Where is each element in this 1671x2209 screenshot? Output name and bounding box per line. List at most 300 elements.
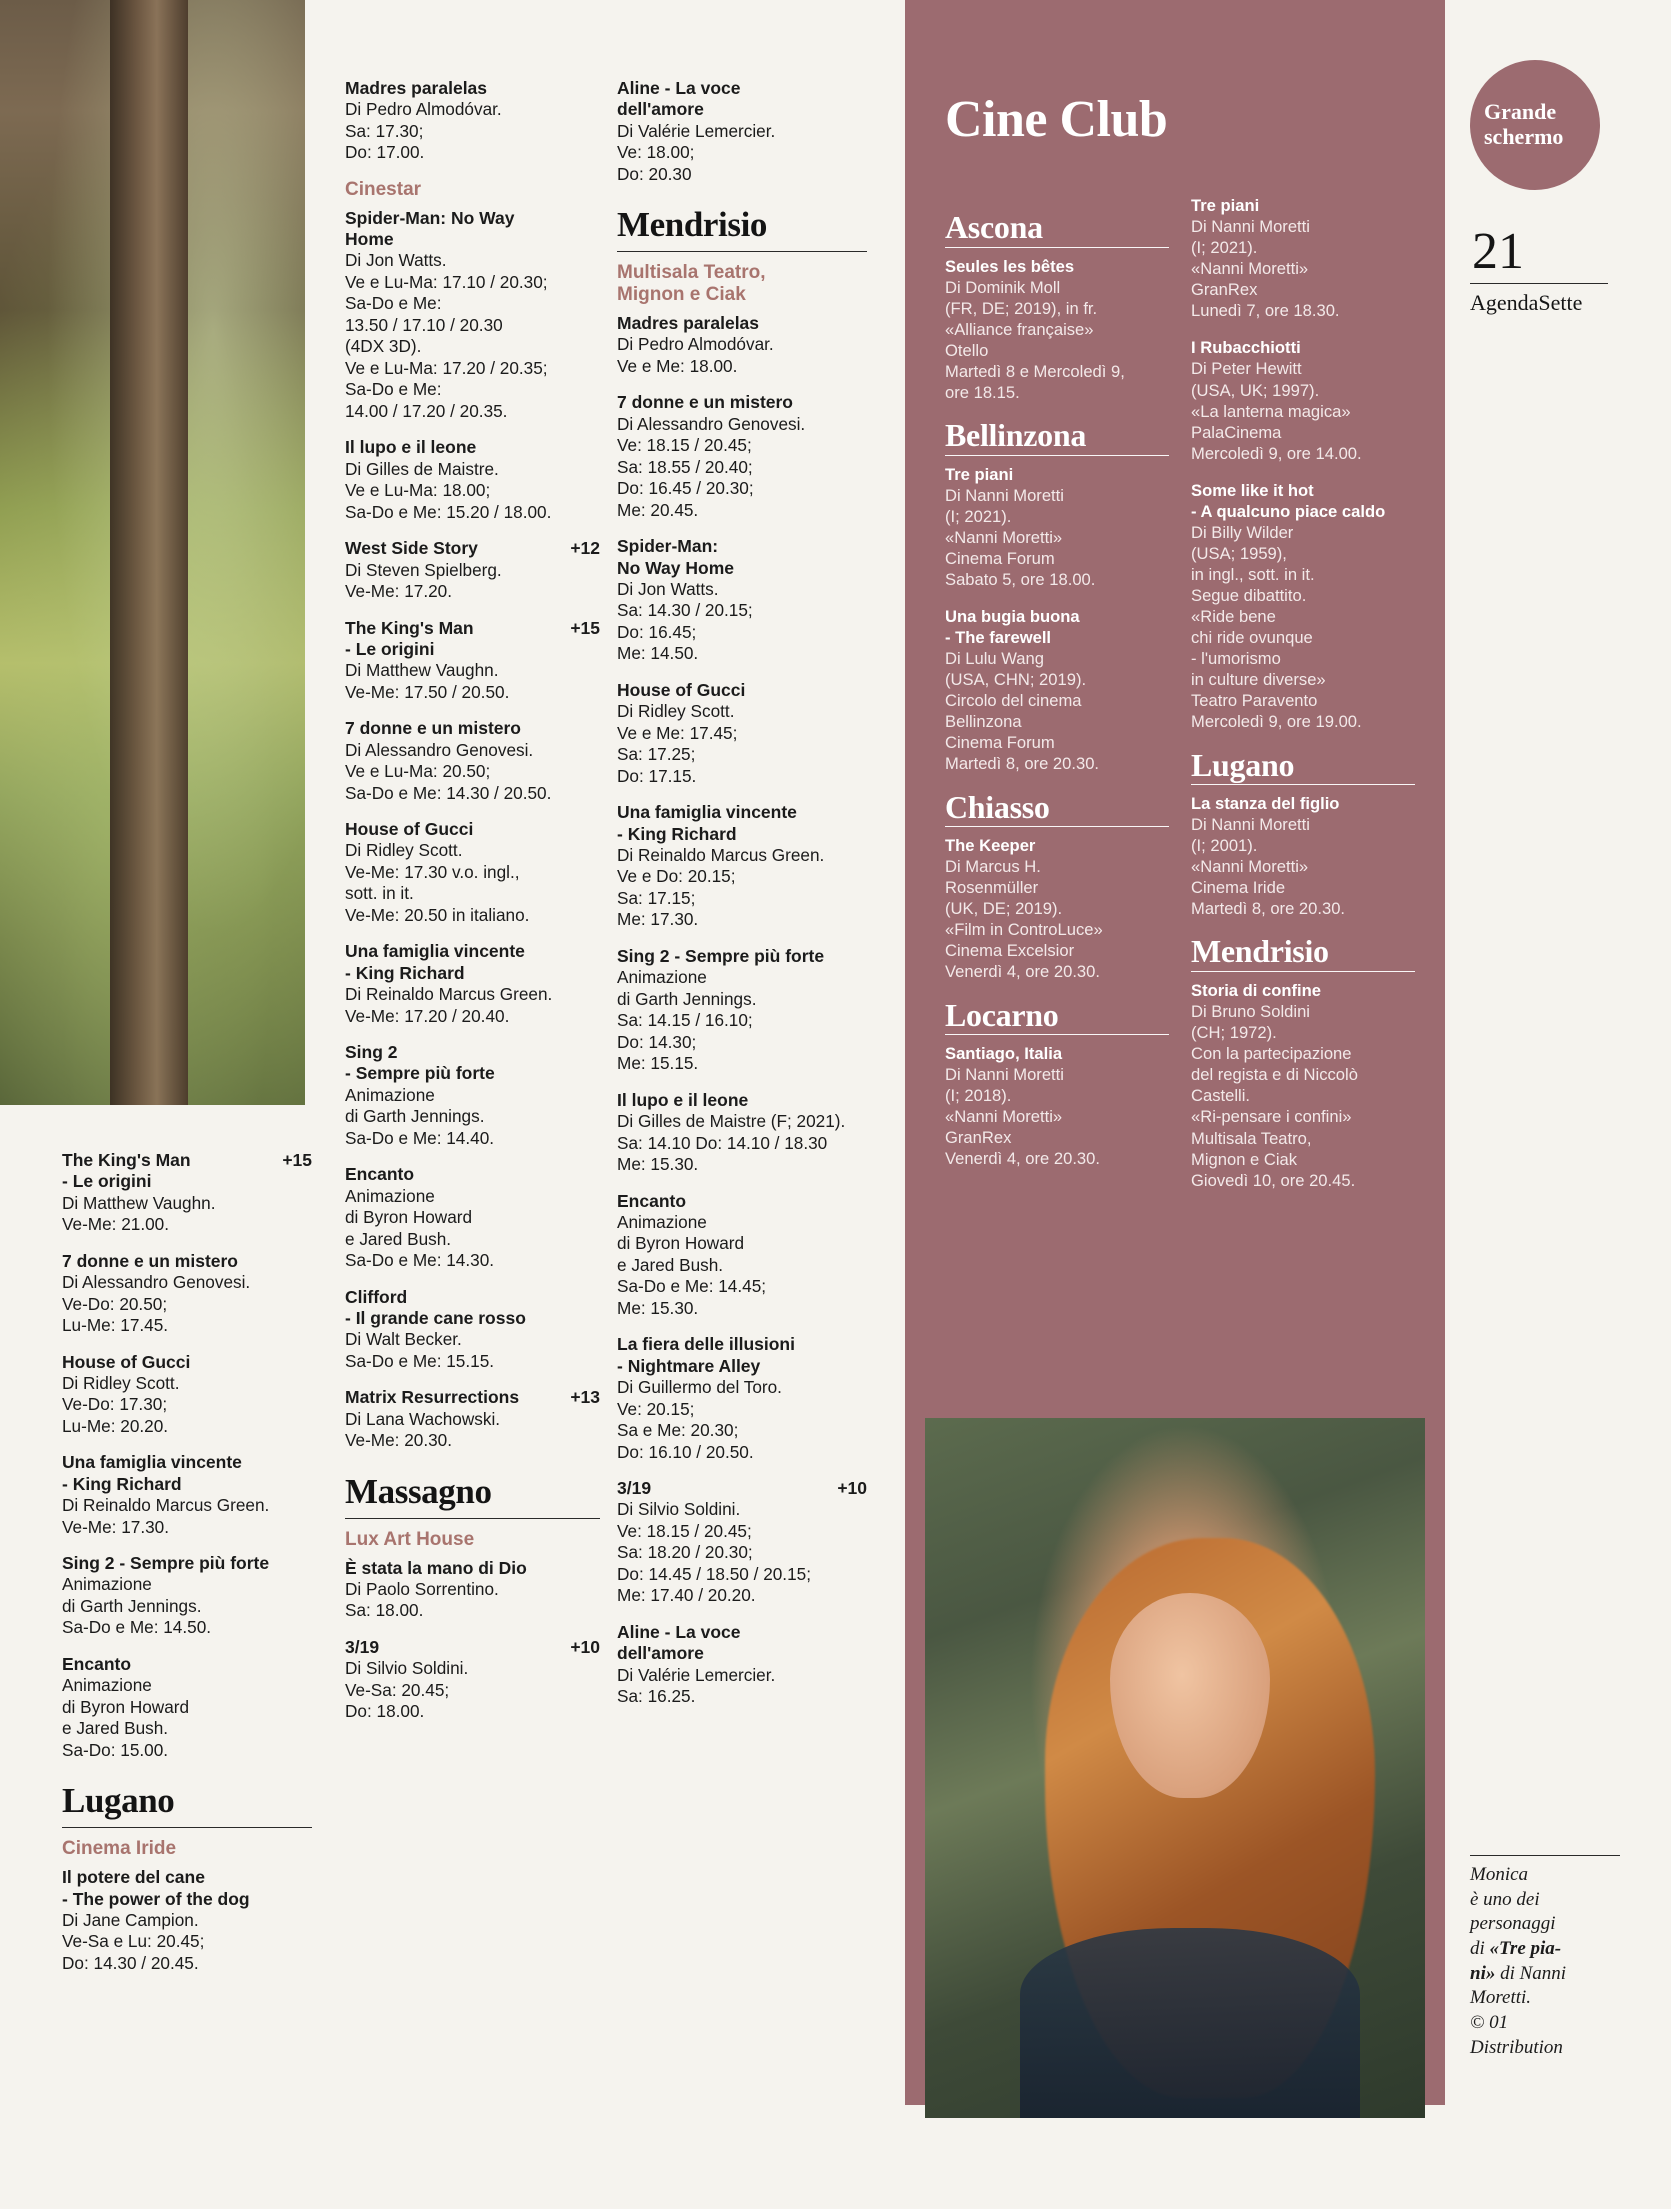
film-detail-line: Di Matthew Vaughn.	[62, 1192, 216, 1213]
film-title: Aline - La voce dell'amore	[617, 78, 741, 120]
film-title: The King's Man - Le origini +15	[345, 617, 600, 659]
cine-club-detail-line: Di Nanni Moretti	[1191, 815, 1310, 835]
film-title: Encanto	[345, 1164, 415, 1185]
film-detail-line: Di Ridley Scott.	[345, 840, 463, 861]
film-title: House of Gucci	[62, 1351, 191, 1372]
divider	[1470, 1855, 1620, 1856]
caption-line-3: personaggi	[1470, 1913, 1556, 1935]
cine-club-city-heading: Chiasso	[945, 788, 1050, 825]
venue-heading-lux-art-house: Lux Art House	[345, 1528, 475, 1550]
film-title: 7 donne e un mistero	[345, 718, 521, 739]
film-detail-line: Di Ridley Scott.	[617, 701, 735, 722]
film-detail-line: Sa e Me: 20.30;	[617, 1420, 739, 1441]
film-detail-line: Di Alessandro Genovesi.	[62, 1272, 251, 1293]
cine-club-film-title: Seules les bêtes	[945, 256, 1075, 276]
cine-club-detail-line: Cinema Excelsior	[945, 941, 1075, 961]
divider	[345, 1518, 600, 1519]
cine-club-detail-line: «Nanni Moretti»	[1191, 857, 1309, 877]
film-listing	[345, 1387, 600, 1451]
film-detail-line: Di Steven Spielberg.	[345, 559, 502, 580]
cine-club-detail-line: Martedì 8, ore 20.30.	[1191, 899, 1346, 919]
film-listing	[345, 819, 600, 926]
film-detail-line: Di Pedro Almodóvar.	[617, 334, 774, 355]
film-detail-line: Ve: 20.15;	[617, 1398, 695, 1419]
film-title: Spider-Man: No Way Home	[345, 207, 515, 250]
cine-club-detail-line: Bellinzona	[945, 712, 1022, 732]
film-detail-line: Di Reinaldo Marcus Green.	[62, 1495, 270, 1516]
film-detail-line: Ve e Lu-Ma: 18.00;	[345, 480, 491, 501]
caption-credit-1: © 01	[1470, 2012, 1509, 2034]
cine-club-detail-line: GranRex	[945, 1128, 1012, 1148]
cine-club-detail-line: Con la partecipazione	[1191, 1044, 1352, 1064]
film-detail-line: Ve-Me: 17.20.	[345, 581, 453, 602]
divider	[945, 247, 1169, 248]
cine-club-city-heading: Ascona	[945, 209, 1043, 245]
decorative-forest-photo	[0, 0, 305, 1105]
cine-club-film-title: Tre piani	[945, 464, 1014, 484]
film-detail-line: Sa: 14.10 Do: 14.10 / 18.30	[617, 1132, 828, 1153]
film-listing	[62, 1553, 312, 1639]
film-detail-line: Ve-Me: 17.30.	[62, 1516, 170, 1537]
cine-club-detail-line: «Nanni Moretti»	[945, 1107, 1063, 1127]
caption-line-2: è uno dei	[1470, 1888, 1540, 1910]
cine-club-detail-line: (I; 2021).	[945, 506, 1012, 526]
film-title: 7 donne e un mistero	[617, 392, 793, 413]
caption-film-title-part1: «Tre pia-	[1489, 1938, 1562, 1960]
listing-group-lugano-top	[62, 1150, 312, 1761]
film-title: House of Gucci	[617, 679, 746, 700]
cine-club-listing	[1191, 337, 1415, 463]
cine-club-detail-line: Venerdì 4, ore 20.30.	[945, 962, 1100, 982]
film-detail-line: Di Alessandro Genovesi.	[617, 413, 806, 434]
divider	[945, 1034, 1169, 1035]
film-listing	[345, 1164, 600, 1271]
film-detail-line: Di Silvio Soldini.	[617, 1499, 741, 1520]
film-detail-line: Ve-Me: 20.50 in italiano.	[345, 904, 530, 925]
film-detail-line: e Jared Bush.	[617, 1254, 724, 1275]
cine-club-detail-line: del regista e di Niccolò	[1191, 1065, 1358, 1085]
divider	[1191, 784, 1415, 785]
film-detail-line: Ve e Lu-Ma: 17.20 / 20.35;	[345, 357, 548, 378]
film-detail-line: Do: 14.30 / 20.45.	[62, 1952, 199, 1973]
film-listing	[345, 1637, 600, 1723]
cine-club-detail-line: Martedì 8 e Mercoledì 9,	[945, 361, 1125, 381]
film-listing	[62, 1352, 312, 1438]
film-detail-line: Di Jon Watts.	[617, 578, 719, 599]
cine-club-detail-line: Martedì 8, ore 20.30.	[945, 754, 1100, 774]
film-detail-line: sott. in it.	[345, 883, 414, 904]
film-detail-line: 13.50 / 17.10 / 20.30	[345, 314, 503, 335]
age-rating: +10	[837, 1478, 867, 1499]
film-detail-line: Di Ridley Scott.	[62, 1372, 180, 1393]
film-detail-line: Sa-Do e Me: 14.40.	[345, 1127, 495, 1148]
cine-club-detail-line: Di Billy Wilder	[1191, 522, 1294, 542]
cine-club-listing	[1191, 980, 1415, 1191]
badge-line-2: schermo	[1484, 124, 1564, 149]
cine-club-detail-line: Cinema Forum	[945, 733, 1055, 753]
cine-club-detail-line: «Film in ControLuce»	[945, 920, 1103, 940]
film-detail-line: Sa-Do: 15.00.	[62, 1739, 169, 1760]
film-title: Encanto	[617, 1190, 687, 1211]
caption-film-title-part2: ni»	[1470, 1962, 1496, 1984]
cine-club-detail-line: Cinema Iride	[1191, 878, 1286, 898]
cine-club-detail-line: in culture diverse»	[1191, 670, 1326, 690]
film-detail-line: Animazione	[345, 1084, 435, 1105]
film-detail-line: Di Silvio Soldini.	[345, 1658, 469, 1679]
film-detail-line: di Byron Howard	[62, 1696, 190, 1717]
city-heading-mendrisio: Mendrisio	[617, 205, 768, 245]
age-rating: +15	[282, 1150, 312, 1170]
film-detail-line: Do: 17.15.	[617, 765, 697, 786]
listing-group-multisala	[617, 313, 867, 1708]
cine-club-detail-line: Multisala Teatro,	[1191, 1128, 1312, 1148]
listing-group-cinema-iride	[62, 1867, 312, 1974]
film-listing	[345, 208, 600, 423]
film-detail-line: Do: 14.30;	[617, 1031, 697, 1052]
cine-club-city-heading: Mendrisio	[1191, 933, 1329, 970]
film-detail-line: Ve-Me: 17.30 v.o. ingl.,	[345, 861, 520, 882]
listings-column-1	[62, 1150, 312, 1989]
cine-club-detail-line: Di Dominik Moll	[945, 277, 1061, 297]
cine-club-detail-line: - l'umorismo	[1191, 649, 1281, 669]
film-detail-line: Sa-Do e Me:	[345, 379, 442, 400]
film-listing	[617, 1090, 867, 1176]
city-heading-massagno: Massagno	[345, 1471, 492, 1511]
caption-credit-2: Distribution	[1470, 2036, 1563, 2058]
cine-club-detail-line: Di Marcus H.	[945, 857, 1041, 877]
age-rating: +12	[570, 538, 600, 559]
film-title: Aline - La voce dell'amore	[617, 1621, 741, 1664]
page-number: 21	[1472, 223, 1524, 280]
film-detail-line: Sa-Do e Me: 14.45;	[617, 1276, 767, 1297]
cine-club-detail-line: Mercoledì 9, ore 14.00.	[1191, 443, 1362, 463]
cine-club-detail-line: (FR, DE; 2019), in fr.	[945, 298, 1098, 318]
film-listing	[62, 1150, 312, 1236]
film-detail-line: Sa: 14.30 / 20.15;	[617, 600, 753, 621]
film-detail-line: Di Valérie Lemercier.	[617, 1664, 776, 1685]
film-detail-line: Lu-Me: 17.45.	[62, 1315, 169, 1336]
cine-club-detail-line: (I; 2001).	[1191, 836, 1258, 856]
cine-club-film-title: Santiago, Italia	[945, 1044, 1063, 1064]
city-heading-lugano: Lugano	[62, 1781, 175, 1821]
cine-club-detail-line: «Ride bene	[1191, 607, 1276, 627]
film-detail-line: Me: 20.45.	[617, 499, 699, 520]
cine-club-detail-line: (CH; 1972).	[1191, 1023, 1277, 1043]
film-listing	[345, 1287, 600, 1373]
cine-club-listing	[1191, 793, 1415, 919]
film-detail-line: Sa: 17.30;	[345, 120, 424, 141]
film-detail-line: e Jared Bush.	[345, 1228, 452, 1249]
age-rating: +15	[570, 617, 600, 638]
film-detail-line: Ve: 18.15 / 20.45;	[617, 435, 752, 456]
film-detail-line: Me: 15.30.	[617, 1297, 699, 1318]
film-detail-line: Di Matthew Vaughn.	[345, 660, 499, 681]
film-detail-line: Di Jane Campion.	[62, 1909, 199, 1930]
film-detail-line: (4DX 3D).	[345, 336, 422, 357]
film-detail-line: Do: 14.45 / 18.50 / 20.15;	[617, 1563, 811, 1584]
film-detail-line: Me: 15.30.	[617, 1154, 699, 1175]
film-listing	[617, 1191, 867, 1320]
cine-club-detail-line: «Nanni Moretti»	[945, 527, 1063, 547]
cine-club-listing	[1191, 195, 1415, 321]
film-detail-line: Sa: 16.25.	[617, 1686, 696, 1707]
film-listing	[617, 802, 867, 931]
cine-club-detail-line: (I; 2021).	[1191, 238, 1258, 258]
cine-club-detail-line: «La lanterna magica»	[1191, 401, 1351, 421]
film-detail-line: Ve-Do: 20.50;	[62, 1293, 168, 1314]
film-detail-line: Di Gilles de Maistre.	[345, 458, 499, 479]
film-detail-line: Di Gilles de Maistre (F; 2021).	[617, 1111, 846, 1132]
film-title: 3/19 +10	[345, 1636, 600, 1657]
film-detail-line: Do: 20.30	[617, 163, 692, 184]
film-detail-line: Di Reinaldo Marcus Green.	[617, 844, 825, 865]
film-detail-line: Sa: 14.15 / 16.10;	[617, 1010, 753, 1031]
cine-club-detail-line: Sabato 5, ore 18.00.	[945, 569, 1096, 589]
cine-club-detail-line: (USA, CHN; 2019).	[945, 670, 1087, 690]
film-detail-line: Ve-Me: 20.30.	[345, 1430, 453, 1451]
film-detail-line: Ve e Me: 17.45;	[617, 722, 738, 743]
film-detail-line: Ve e Me: 18.00.	[617, 355, 738, 376]
venue-heading-multisala-teatro: Multisala Teatro, Mignon e Ciak	[617, 262, 766, 306]
film-title: Sing 2 - Sempre più forte	[617, 945, 825, 966]
cine-club-detail-line: «Nanni Moretti»	[1191, 259, 1309, 279]
film-title: Sing 2 - Sempre più forte	[62, 1553, 270, 1574]
cine-club-detail-line: (USA, UK; 1997).	[1191, 380, 1320, 400]
film-title: West Side Story +12	[345, 538, 600, 559]
film-title: Encanto	[62, 1653, 132, 1674]
film-listing	[345, 718, 600, 804]
cine-club-detail-line: Otello	[945, 340, 989, 360]
venue-heading-cinestar: Cinestar	[345, 178, 422, 200]
film-listing	[345, 538, 600, 602]
film-listing	[617, 313, 867, 377]
film-detail-line: Ve-Sa e Lu: 20.45;	[62, 1931, 205, 1952]
film-detail-line: di Garth Jennings.	[62, 1595, 202, 1616]
film-detail-line: Do: 18.00.	[345, 1701, 425, 1722]
film-title: Una famiglia vincente - King Richard	[345, 941, 525, 983]
film-detail-line: Sa: 18.00.	[345, 1600, 424, 1621]
film-detail-line: Di Lana Wachowski.	[345, 1408, 501, 1429]
age-rating: +13	[570, 1387, 600, 1408]
cine-club-film-title: Storia di confine	[1191, 981, 1321, 1001]
film-detail-line: Ve-Sa: 20.45;	[345, 1679, 450, 1700]
caption-line-5: ni» di Nanni	[1470, 1962, 1567, 1984]
cine-club-detail-line: Di Nanni Moretti	[945, 485, 1064, 505]
film-detail-line: Animazione	[62, 1675, 152, 1696]
cine-club-detail-line: Castelli.	[1191, 1086, 1251, 1106]
caption-line-6: Moretti.	[1470, 1987, 1532, 2009]
divider	[1470, 283, 1608, 284]
caption-line-1: Monica	[1470, 1864, 1529, 1885]
film-listing	[617, 78, 867, 185]
film-detail-line: Di Walt Becker.	[345, 1329, 462, 1350]
cine-club-detail-line: Di Lulu Wang	[945, 649, 1044, 669]
film-detail-line: Do: 16.45;	[617, 621, 697, 642]
film-detail-line: Animazione	[62, 1574, 152, 1595]
film-title: Il potere del cane - The power of the dog	[62, 1867, 250, 1909]
film-detail-line: Do: 17.00.	[345, 142, 425, 163]
film-listing	[617, 392, 867, 521]
cine-club-detail-line: (USA; 1959),	[1191, 543, 1287, 563]
film-listing	[617, 1478, 867, 1607]
film-detail-line: Do: 16.45 / 20.30;	[617, 478, 754, 499]
film-detail-line: Ve-Me: 17.20 / 20.40.	[345, 1005, 510, 1026]
film-detail-line: di Byron Howard	[345, 1207, 473, 1228]
film-detail-line: Me: 14.50.	[617, 643, 699, 664]
film-detail-line: Sa-Do e Me: 15.15.	[345, 1350, 495, 1371]
film-listing	[617, 946, 867, 1075]
publication-brand: AgendaSette	[1470, 290, 1583, 315]
cine-club-detail-line: Lunedì 7, ore 18.30.	[1191, 301, 1340, 321]
film-detail-line: 14.00 / 17.20 / 20.35.	[345, 400, 508, 421]
cine-club-listing	[945, 835, 1169, 982]
film-listing	[345, 618, 600, 704]
photo-caption	[1470, 1855, 1620, 2061]
film-detail-line: Ve-Me: 21.00.	[62, 1214, 170, 1235]
cine-club-detail-line: Rosenmüller	[945, 878, 1039, 898]
cine-club-detail-line: in ingl., sott. in it.	[1191, 565, 1315, 584]
film-detail-line: Ve e Lu-Ma: 17.10 / 20.30;	[345, 271, 548, 292]
film-title: La fiera delle illusioni - Nightmare Alley	[617, 1334, 795, 1376]
cine-club-listing	[1191, 480, 1415, 733]
cine-club-film-title: I Rubacchiotti	[1191, 338, 1301, 358]
film-title: 7 donne e un mistero	[62, 1250, 238, 1271]
right-rail	[1470, 60, 1630, 316]
divider	[62, 1827, 312, 1828]
listing-group-lux-art-house	[345, 1558, 600, 1723]
cine-club-detail-line: (I; 2018).	[945, 1086, 1012, 1106]
film-listing	[62, 1452, 312, 1538]
film-detail-line: Do: 16.10 / 20.50.	[617, 1441, 754, 1462]
listing-group-cinestar	[345, 208, 600, 1452]
film-title: Matrix Resurrections +13	[345, 1387, 600, 1408]
film-detail-line: Di Reinaldo Marcus Green.	[345, 984, 553, 1005]
divider	[945, 826, 1169, 827]
film-detail-line: Sa-Do e Me:	[345, 293, 442, 314]
cine-club-listing	[945, 464, 1169, 590]
cine-club-detail-line: «Alliance française»	[945, 319, 1094, 339]
film-detail-line: Sa: 17.25;	[617, 744, 696, 765]
film-listing	[62, 1654, 312, 1761]
cine-club-detail-line: Circolo del cinema	[945, 691, 1082, 711]
cine-club-city-heading: Locarno	[945, 996, 1059, 1033]
film-detail-line: Me: 17.30.	[617, 909, 699, 930]
film-detail-line: Ve: 18.00;	[617, 142, 695, 163]
film-detail-line: Sa-Do e Me: 15.20 / 18.00.	[345, 501, 552, 522]
cine-club-title: Cine Club	[945, 91, 1168, 148]
cine-club-detail-line: chi ride ovunque	[1191, 628, 1313, 648]
cine-club-detail-line: Giovedì 10, ore 20.45.	[1191, 1170, 1356, 1190]
film-listing	[345, 1558, 600, 1622]
film-detail-line: Ve e Do: 20.15;	[617, 866, 736, 887]
film-detail-line: Di Valérie Lemercier.	[617, 120, 776, 141]
cine-club-detail-line: Mignon e Ciak	[1191, 1149, 1298, 1169]
film-detail-line: Di Alessandro Genovesi.	[345, 739, 534, 760]
film-detail-line: Di Pedro Almodóvar.	[345, 99, 502, 120]
film-detail-line: di Garth Jennings.	[617, 988, 757, 1009]
cine-club-detail-line: Venerdì 4, ore 20.30.	[945, 1149, 1100, 1169]
film-detail-line: Me: 15.15.	[617, 1053, 699, 1074]
film-listing	[617, 680, 867, 787]
film-title: House of Gucci	[345, 819, 474, 840]
film-listing	[617, 1334, 867, 1463]
film-detail-line: Sa-Do e Me: 14.50.	[62, 1617, 212, 1638]
cine-club-film-title: Tre piani	[1191, 196, 1260, 215]
film-detail-line: Sa-Do e Me: 14.30 / 20.50.	[345, 782, 552, 803]
venue-heading-cinema-iride: Cinema Iride	[62, 1838, 177, 1860]
cine-club-detail-line: Di Bruno Soldini	[1191, 1002, 1310, 1022]
film-detail-line: di Byron Howard	[617, 1233, 745, 1254]
film-detail-line: Di Guillermo del Toro.	[617, 1377, 782, 1398]
divider	[617, 251, 867, 252]
divider	[945, 455, 1169, 456]
cine-club-detail-line: PalaCinema	[1191, 422, 1282, 442]
cine-club-column-left	[945, 195, 1169, 1207]
film-title: Il lupo e il leone	[345, 437, 477, 458]
film-title: Una famiglia vincente - King Richard	[62, 1452, 242, 1494]
film-title: Una famiglia vincente - King Richard	[617, 802, 797, 844]
film-detail-line: Ve e Lu-Ma: 20.50;	[345, 761, 491, 782]
film-detail-line: Sa: 18.55 / 20.40;	[617, 456, 753, 477]
film-detail-line: Sa: 18.20 / 20.30;	[617, 1542, 753, 1563]
cine-club-city-heading: Bellinzona	[945, 417, 1087, 454]
film-title: Sing 2 - Sempre più forte	[345, 1042, 495, 1084]
film-detail-line: Di Jon Watts.	[345, 250, 447, 271]
film-listing	[345, 437, 600, 523]
cine-club-columns	[945, 195, 1415, 1207]
film-title: Madres paralelas	[617, 312, 760, 333]
film-title: Madres paralelas	[345, 78, 488, 98]
cine-club-detail-line: Di Nanni Moretti	[1191, 217, 1310, 237]
section-badge-grande-schermo	[1470, 60, 1600, 190]
film-listing	[617, 536, 867, 665]
cine-club-film-title: Una bugia buona - The farewell	[945, 607, 1080, 648]
cine-club-listing	[945, 256, 1169, 403]
film-listing	[345, 78, 600, 164]
cine-club-detail-line: Cinema Forum	[945, 548, 1055, 568]
film-detail-line: e Jared Bush.	[62, 1718, 169, 1739]
film-detail-line: Di Paolo Sorrentino.	[345, 1578, 499, 1599]
listing-group-top	[617, 78, 867, 185]
film-detail-line: Sa-Do e Me: 14.30.	[345, 1250, 495, 1271]
cine-club-detail-line: Teatro Paravento	[1191, 691, 1318, 711]
cine-club-film-title: The Keeper	[945, 836, 1036, 856]
film-title: Clifford - Il grande cane rosso	[345, 1286, 526, 1328]
film-title: The King's Man - Le origini +15	[62, 1150, 312, 1192]
cine-club-detail-line: ore 18.15.	[945, 382, 1020, 402]
listings-column-3	[617, 78, 867, 1723]
badge-line-1: Grande	[1484, 99, 1557, 125]
age-rating: +10	[570, 1636, 600, 1657]
cine-club-listing	[945, 606, 1169, 775]
cine-club-column-right	[1191, 195, 1415, 1207]
cine-club-detail-line: Segue dibattito.	[1191, 586, 1307, 606]
film-title: 3/19 +10	[617, 1478, 867, 1499]
film-listing	[62, 1251, 312, 1337]
divider	[1191, 971, 1415, 972]
film-still-photo	[925, 1418, 1425, 2118]
listings-column-2	[345, 78, 600, 1738]
cine-club-city-heading: Lugano	[1191, 746, 1295, 783]
film-detail-line: Animazione	[617, 967, 707, 988]
film-detail-line: Animazione	[617, 1211, 707, 1232]
film-detail-line: Animazione	[345, 1185, 435, 1206]
film-detail-line: Lu-Me: 20.20.	[62, 1415, 169, 1436]
photo-body	[1020, 1928, 1360, 2118]
cine-club-film-title: Some like it hot - A qualcuno piace caldo	[1191, 480, 1386, 521]
film-title: È stata la mano di Dio	[345, 1557, 527, 1578]
cine-club-detail-line: Di Peter Hewitt	[1191, 359, 1302, 379]
